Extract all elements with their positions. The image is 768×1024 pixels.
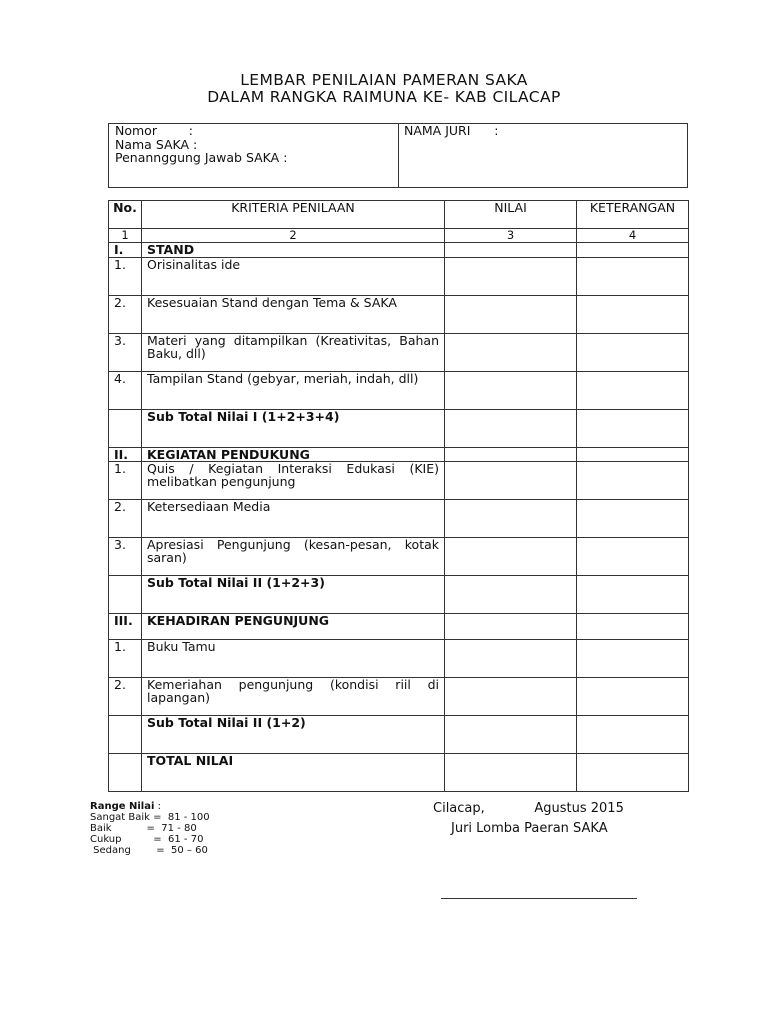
keterangan-cell[interactable] [577, 334, 689, 372]
keterangan-cell[interactable] [577, 500, 689, 538]
table-row [109, 372, 689, 410]
subtotal-row [109, 410, 689, 448]
item-number: 2. [109, 296, 142, 334]
range-row: Cukup = 61 - 70 [90, 834, 204, 845]
section-number: III. [109, 614, 142, 640]
signature-line[interactable] [441, 898, 637, 899]
section-title: KEHADIRAN PENGUNJUNG [142, 614, 445, 640]
nilai-cell[interactable] [445, 334, 577, 372]
nilai-cell[interactable] [445, 614, 577, 640]
item-number: 1. [109, 258, 142, 296]
nilai-cell[interactable] [445, 678, 577, 716]
criteria-text: Ketersediaan Media [142, 500, 445, 538]
table-row [109, 538, 689, 576]
criteria-text: Kemeriahan pengunjung (kondisi riil di lapangan) [142, 678, 445, 716]
nilai-cell[interactable] [445, 462, 577, 500]
keterangan-cell[interactable] [577, 640, 689, 678]
form-title-line-1: LEMBAR PENILAIAN PAMERAN SAKA [240, 71, 528, 89]
table-row [109, 334, 689, 372]
keterangan-cell[interactable] [577, 614, 689, 640]
nilai-cell[interactable] [445, 500, 577, 538]
penanggung-jawab-field[interactable]: Penannggung Jawab SAKA : [115, 150, 288, 165]
section-row [109, 614, 689, 640]
criteria-text: Kesesuaian Stand dengan Tema & SAKA [142, 296, 445, 334]
keterangan-cell[interactable] [577, 576, 689, 614]
header-no: No. [109, 201, 142, 229]
keterangan-cell[interactable] [577, 462, 689, 500]
col-num-1: 1 [109, 229, 142, 243]
item-number: 3. [109, 538, 142, 576]
section-row [109, 448, 689, 462]
nomor-field[interactable]: Nomor : [115, 123, 193, 138]
identity-fields [115, 124, 287, 165]
item-number: 1. [109, 640, 142, 678]
subtotal-label: Sub Total Nilai II (1+2) [142, 716, 445, 754]
nilai-cell[interactable] [445, 448, 577, 462]
nilai-cell[interactable] [445, 576, 577, 614]
section-title: STAND [142, 243, 445, 258]
nama-saka-field[interactable]: Nama SAKA : [115, 136, 198, 152]
keterangan-cell[interactable] [577, 448, 689, 462]
keterangan-cell[interactable] [577, 258, 689, 296]
nilai-cell[interactable] [445, 538, 577, 576]
total-row [109, 754, 689, 792]
section-number: I. [109, 243, 142, 258]
identity-box [108, 123, 688, 188]
identity-divider [398, 124, 399, 187]
nilai-cell[interactable] [445, 296, 577, 334]
header-keterangan: KETERANGAN [577, 201, 689, 229]
nilai-cell[interactable] [445, 410, 577, 448]
nilai-cell[interactable] [445, 243, 577, 258]
table-row [109, 678, 689, 716]
table-row [109, 640, 689, 678]
range-row: Sangat Baik = 81 - 100 [90, 812, 210, 823]
col-num-2: 2 [142, 229, 445, 243]
range-row: Baik = 71 - 80 [90, 823, 197, 834]
keterangan-cell[interactable] [577, 678, 689, 716]
item-number: 3. [109, 334, 142, 372]
section-title: KEGIATAN PENDUKUNG [142, 448, 445, 462]
nilai-cell[interactable] [445, 372, 577, 410]
range-colon: : [154, 801, 161, 812]
subtotal-row [109, 716, 689, 754]
header-nilai: NILAI [445, 201, 577, 229]
keterangan-cell[interactable] [577, 410, 689, 448]
section-number: II. [109, 448, 142, 462]
table-row [109, 258, 689, 296]
section-row [109, 243, 689, 258]
nilai-cell[interactable] [445, 258, 577, 296]
item-number: 1. [109, 462, 142, 500]
table-row [109, 296, 689, 334]
keterangan-cell[interactable] [577, 716, 689, 754]
criteria-text: Quis / Kegiatan Interaksi Edukasi (KIE) melibatkan pengunjung [142, 462, 445, 500]
keterangan-cell[interactable] [577, 372, 689, 410]
item-number: 2. [109, 500, 142, 538]
header-kriteria: KRITERIA PENILAAN [142, 201, 445, 229]
criteria-text: Apresiasi Pengunjung (kesan-pesan, kotak saran) [142, 538, 445, 576]
keterangan-cell[interactable] [577, 538, 689, 576]
table-header-row [109, 201, 689, 229]
place-date: Cilacap, Agustus 2015 [433, 801, 624, 816]
assessment-table [108, 200, 689, 792]
range-nilai-legend [90, 801, 210, 856]
criteria-text: Tampilan Stand (gebyar, meriah, indah, dll) [142, 372, 445, 410]
table-row [109, 462, 689, 500]
subtotal-label: Sub Total Nilai II (1+2+3) [142, 576, 445, 614]
nama-juri-field[interactable]: NAMA JURI : [404, 123, 499, 138]
range-title: Range Nilai [90, 801, 155, 812]
subtotal-row [109, 576, 689, 614]
criteria-text: Buku Tamu [142, 640, 445, 678]
nilai-cell[interactable] [445, 640, 577, 678]
keterangan-cell[interactable] [577, 296, 689, 334]
criteria-text: Materi yang ditampilkan (Kreativitas, Bahan Baku, dll) [142, 334, 445, 372]
signer-role: Juri Lomba Paeran SAKA [451, 821, 608, 836]
col-num-3: 3 [445, 229, 577, 243]
subtotal-label: Sub Total Nilai I (1+2+3+4) [142, 410, 445, 448]
criteria-text: Orisinalitas ide [142, 258, 445, 296]
item-number: 2. [109, 678, 142, 716]
col-num-4: 4 [577, 229, 689, 243]
table-row [109, 500, 689, 538]
range-row: Sedang = 50 – 60 [90, 845, 208, 856]
column-number-row [109, 229, 689, 243]
keterangan-cell[interactable] [577, 243, 689, 258]
nilai-cell[interactable] [445, 716, 577, 754]
item-number: 4. [109, 372, 142, 410]
total-label: TOTAL NILAI [142, 754, 445, 792]
keterangan-cell[interactable] [577, 754, 689, 792]
total-nilai-cell[interactable] [445, 754, 577, 792]
form-title-line-2: DALAM RANGKA RAIMUNA KE- KAB CILACAP [207, 88, 561, 106]
